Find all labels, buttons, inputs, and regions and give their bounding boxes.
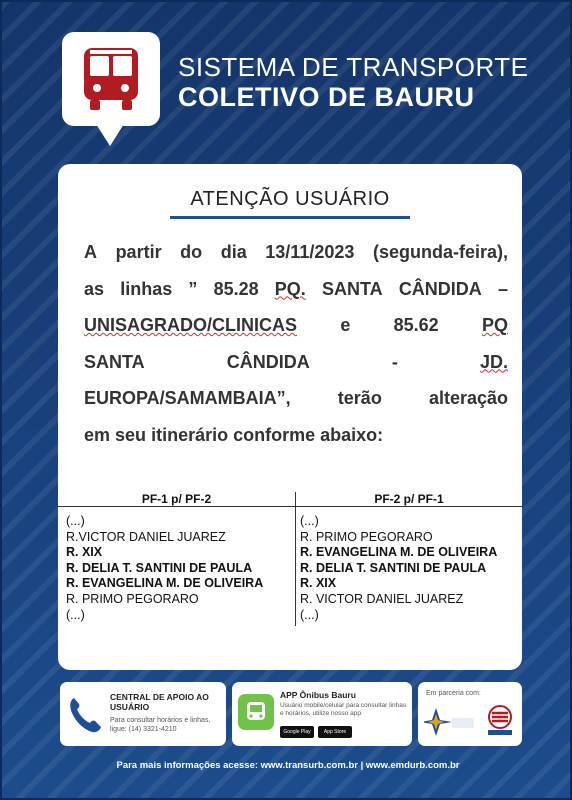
itinerary-header-right: PF-2 p/ PF-1 [374,492,444,506]
bus-icon [82,46,140,112]
notice-word: itinerário [151,424,229,445]
app-bus-icon [238,694,274,730]
notice-word: - [391,351,398,372]
notice-line [84,271,508,308]
notice-line [84,344,508,381]
itinerary-row: R. XIX [66,545,103,560]
itinerary-row: R.VICTOR DANIEL JUAREZ [66,529,226,544]
itinerary-list-left [66,514,263,623]
heading-underline [170,216,410,219]
notice-word: e [340,315,351,335]
notice-word: em [84,424,111,445]
notice-word: do [180,242,203,262]
itinerary-row: R. PRIMO PEGORARO [300,529,433,544]
logo-badge [62,32,160,126]
notice-word: UNISAGRADO/CLINICAS [84,315,298,335]
notice-word: 13/11/2023 [265,242,355,262]
itinerary-row: (...) [300,514,319,528]
notice-word: alteração [428,388,508,408]
website-line[interactable]: Para mais informações acesse: www.transurb.com.br | www.emdurb.com.br [116,760,460,771]
itinerary-row: (...) [66,514,85,528]
notice-word: seu [115,424,147,445]
notice-word: terão [337,388,382,408]
support-box [60,682,226,746]
notice-word: conforme [233,424,316,445]
support-title: CENTRAL DE APOIO AO USUÁRIO [110,692,209,712]
notice-line [84,234,508,271]
itinerary-row: R. DELIA T. SANTINI DE PAULA [300,560,487,575]
notice-word: SANTA [321,278,383,299]
itinerary-table [58,492,522,626]
notice-word: 85.28 [213,278,259,299]
notice-line [84,417,508,454]
notice-word: as [84,278,105,299]
itinerary-row: R. VICTOR DANIEL JUAREZ [300,591,464,606]
itinerary-row: R. DELIA T. SANTINI DE PAULA [66,560,253,575]
notice-text [84,234,508,453]
notice-word: – [497,278,508,299]
notice-word: A [84,242,97,262]
notice-word: 85.62 [393,315,439,335]
app-title: APP Ônibus Bauru [280,690,356,700]
notice-word: abaixo: [320,424,384,445]
notice-line [84,380,508,417]
app-store-badge[interactable]: App Store [318,726,352,738]
partner-label: Em parceria com: [426,690,481,697]
support-text: Para consultar horários e linhas, ligue: (14) 3321-4210 [110,717,211,733]
google-play-badge[interactable]: Google Play [280,726,314,738]
itinerary-divider [58,506,522,507]
phone-icon [66,694,104,734]
itinerary-list-right [300,514,497,623]
notice-word: PQ. [274,278,306,299]
itinerary-row: R. EVANGELINA M. DE OLIVEIRA [300,545,498,560]
emdurb-logo-icon [484,704,516,738]
notice-word: ” [188,278,198,299]
itinerary-row: (...) [66,607,85,622]
notice-word: partir [115,242,162,262]
notice-line [84,307,508,344]
app-box [232,682,412,746]
notice-heading: ATENÇÃO USUÁRIO [190,188,390,210]
notice-word: linhas [120,278,173,299]
itinerary-column-divider [295,492,296,626]
itinerary-header-left: PF-1 p/ PF-2 [141,492,212,506]
header-title-line2: COLETIVO DE BAURU [178,82,475,112]
notice-word: CÂNDIDA [398,278,482,299]
app-text: Usuário mobile/celular para consultar linhas e horários, utilize nosso app. [280,702,407,717]
notice-word: PQ [481,315,508,335]
itinerary-row: R. PRIMO PEGORARO [66,591,199,606]
partners-box [418,682,522,746]
itinerary-row: R. XIX [300,576,337,591]
transurb-logo-icon [424,706,476,738]
notice-word: CÂNDIDA [226,351,310,372]
itinerary-row: (...) [300,607,319,622]
notice-word: (segunda-feira), [372,242,508,262]
itinerary-row: R. EVANGELINA M. DE OLIVEIRA [66,576,264,591]
header-title-line1: SISTEMA DE TRANSPORTE [178,52,529,82]
notice-word: EUROPA/SAMAMBAIA”, [84,388,291,408]
notice-word: dia [220,242,247,262]
notice-word: JD. [479,351,508,372]
notice-word: SANTA [84,351,145,372]
